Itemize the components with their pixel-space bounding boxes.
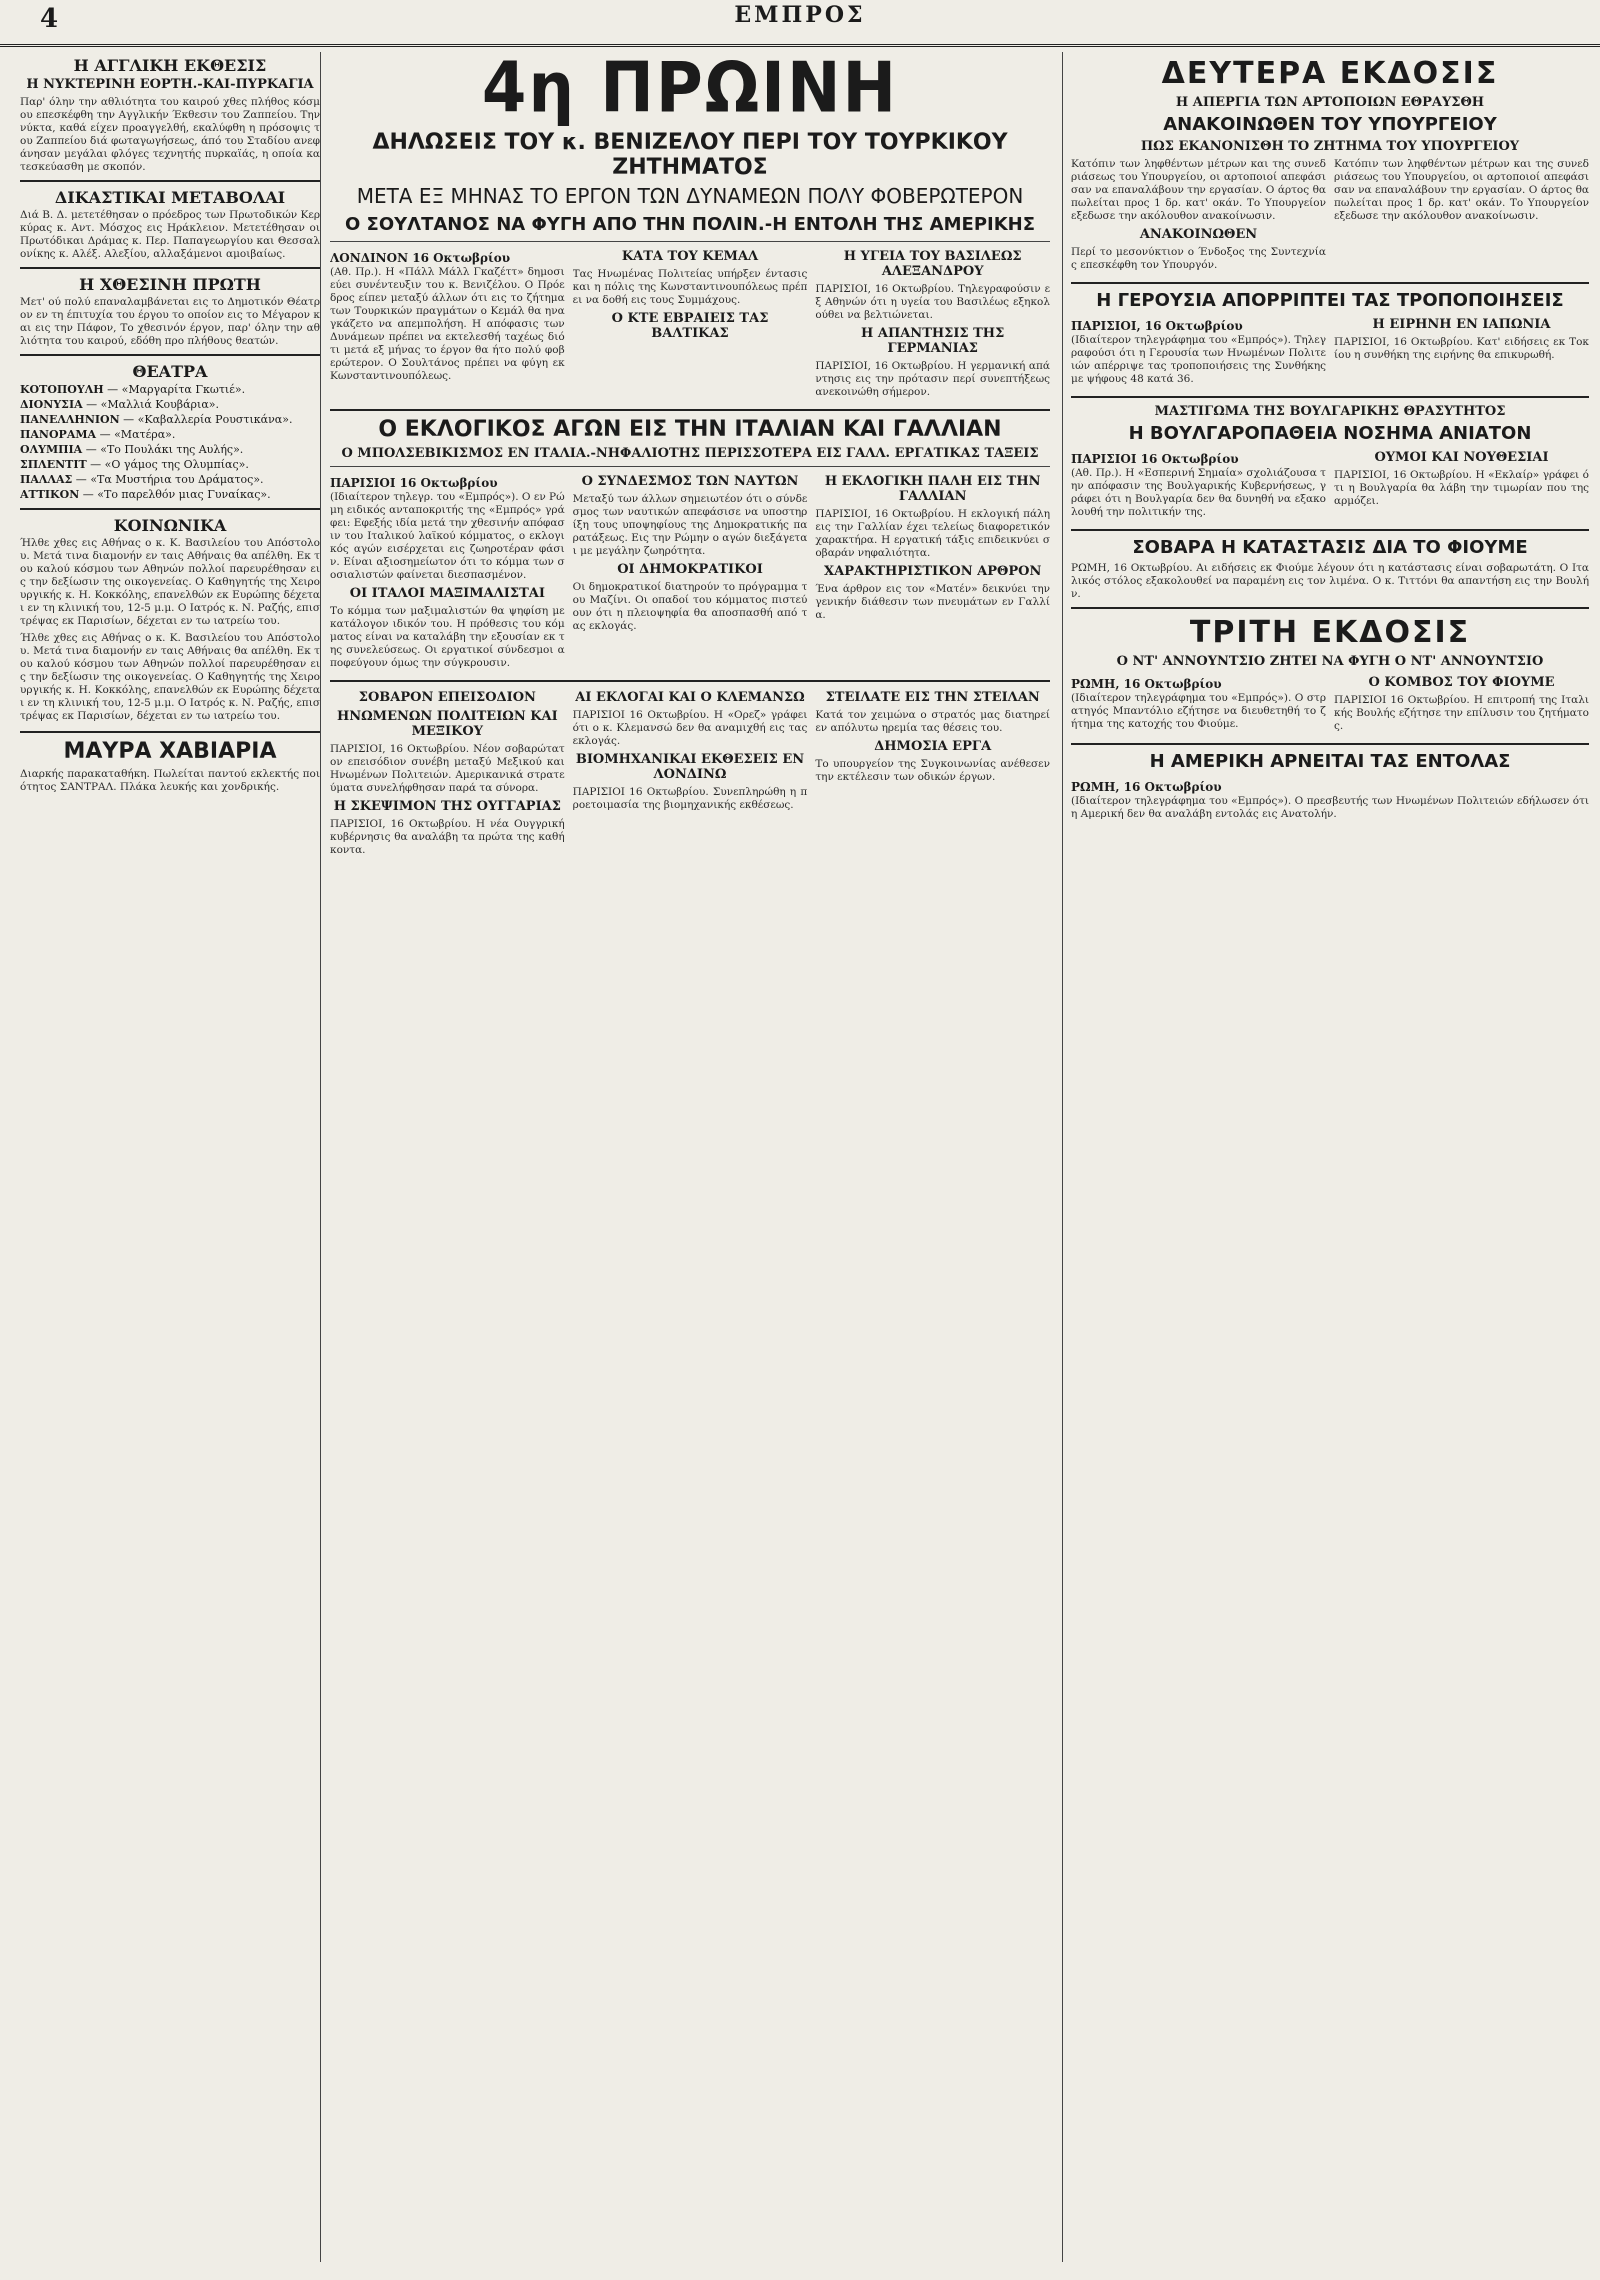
elections-subhead: Ο ΜΠΟΛΣΕΒΙΚΙΣΜΟΣ ΕΝ ΙΤΑΛΙΑ.-ΝΗΦΑΛΙΟΤΗΣ ΠΕΡΙΣΣΟΤΕΡΑ ΕΙΣ ΓΑΛΛ. ΕΡΓΑΤΙΚΑΣ ΤΑΞΕΙΣ: [341, 446, 1039, 461]
elections-text-a: (Ιδιαίτερον τηλεγρ. του «Εμπρός»). Ο εν Ρώμη ειδικός ανταποκριτής της «Εμπρός» γράφει: Εφεξής ιδία μετά την χθεσινήν απόφασιν του Ιταλικού λαϊκού κόμματος, ο εκλογικός αγών εισέρχεται εις ζωηροτέραν φάσιν. Είναι αξιοσημείωτον ότι το κόμμα των σοσιαλιστών φαίνεται διεσπασμένον.: [330, 491, 565, 581]
ministry-announcement-title: ΑΝΑΚΟΙΝΩΘΕΝ ΤΟΥ ΥΠΟΥΡΓΕΙΟΥ: [1163, 114, 1497, 135]
theatre-item: ΠΑΝΟΡΑΜΑ — «Ματέρα».: [20, 428, 176, 441]
character-text: Ένα άρθρον εις τον «Ματέν» δεικνύει την γενικήν διάθεσιν των πνευμάτων εν Γαλλία.: [815, 583, 1050, 621]
venizelos-subhead-2: Ο ΣΟΥΛΤΑΝΟΣ ΝΑ ΦΥΓΗ ΑΠΟ ΤΗΝ ΠΟΛΙΝ.-Η ΕΝΤΟΛΗ ΤΗΣ ΑΜΕΡΙΚΗΣ: [344, 214, 1036, 235]
divider: [1071, 607, 1589, 609]
theatres-title: ΘΕΑΤΡΑ: [132, 362, 208, 381]
bakers-text: Κατόπιν των ληφθέντων μέτρων και της συνεδριάσεως του Υπουργείου, οι αρτοποιοί απεφάσισαν να επαναλάβουν την εργασίαν. Ο άρτος θα πωλείται προς 1 δρ. κατ' οκάν. Το Υπουργείον εξεδωσε την ακόλουθον ανακοίνωσιν.: [1071, 158, 1326, 222]
page-number: 4: [40, 4, 59, 34]
london-expo-title: ΒΙΟΜΗΧΑΝΙΚΑΙ ΕΚΘΕΣΕΙΣ ΕΝ ΛΟΝΔΙΝΩ: [575, 752, 805, 782]
divider: [330, 466, 1050, 467]
fiume-title: ΣΟΒΑΡΑ Η ΚΑΤΑΣΤΑΣΙΣ ΔΙΑ ΤΟ ΦΙΟΥΜΕ: [1132, 537, 1528, 558]
paper-name: ΕΜΠΡΟΣ: [734, 2, 866, 28]
bulgaria-title: Η ΒΟΥΛΓΑΡΟΠΑΘΕΙΑ ΝΟΣΗΜΑ ΑΝΙΑΤΟΝ: [1128, 423, 1532, 444]
theatre-show: «Ματέρα».: [114, 428, 176, 441]
fiume-knot-text: ΠΑΡΙΣΙΟΙ 16 Οκτωβρίου. Η επιτροπή της Ιταλικής Βουλής εζήτησε την επίλυσιν του ζητήματος.: [1334, 694, 1589, 732]
japan-peace-text: ΠΑΡΙΣΙΟΙ, 16 Οκτωβρίου. Κατ' ειδήσεις εκ Τοκίου η συνθήκη της ειρήνης θα επικυρωθή.: [1334, 336, 1589, 361]
theatre-show: «Τα Μυστήρια του Δράματος».: [90, 473, 264, 486]
steilate-text: Κατά τον χειμώνα ο στρατός μας διατηρεί εν απόλυτω ηρεμία τας θέσεις του.: [815, 709, 1050, 734]
theatre-show: «Μαλλιά Κουβάρια».: [100, 398, 219, 411]
center-column: [330, 52, 1050, 2262]
third-edition-text: (Ιδιαίτερον τηλεγράφημα του «Εμπρός»). Ο στρατηγός Μπαντόλιο εζήτησε να διευθετηθή το ζήτημα της κατοχής του Φιούμε.: [1071, 692, 1326, 730]
theatre-name: ΚΟΤΟΠΟΥΛΗ: [20, 383, 104, 396]
america-text: (Ιδιαίτερον τηλεγράφημα του «Εμπρός»). Ο πρεσβευτής των Ηνωμένων Πολιτειών εδήλωσεν ότι η Αμερική δεν θα αναλάβη εντολάς εις Ανατολήν.: [1071, 795, 1589, 820]
bulgaria-columns: [1071, 448, 1589, 523]
fourth-edition-banner: 4η ΠΡΩΙΝΗ: [481, 52, 899, 129]
london-expo-text: ΠΑΡΙΣΙΟΙ 16 Οκτωβρίου. Συνεπληρώθη η προετοιμασία της βιομηχανικής εκθέσεως.: [572, 786, 808, 811]
germany-title: Η ΑΠΑΝΤΗΣΙΣ ΤΗΣ ΓΕΡΜΑΝΙΑΣ: [861, 326, 1005, 356]
public-works-title: ΔΗΜΟΣΙΑ ΕΡΓΑ: [874, 739, 992, 754]
third-edition-dateline: ΡΩΜΗ, 16 Οκτωβρίου: [1071, 677, 1222, 691]
kemal-box-title: ΚΑΤΑ ΤΟΥ ΚΕΜΑΛ: [621, 249, 759, 264]
exhibition-text: Παρ' όλην την αθλιότητα του καιρού χθες πλήθος κόσμου επεσκέφθη την Αγγλικήν Έκθεσιν του Ζαππείου. Την νύκτα, καθά είχεν προαγγελθή, εκαλύφθη η πρόσοψις του Ζαππείου διά φωταγωγήσεως, άπό του Σταδίου ανεφάνησαν μεγάλαι φλόγες τεχνητής πυρκαϊάς, η οποία κατεσκεύασθη με σκοπόν.: [20, 96, 320, 173]
mexico-subtitle: ΗΝΩΜΕΝΩΝ ΠΟΛΙΤΕΙΩΝ ΚΑΙ ΜΕΞΙΚΟΥ: [336, 709, 558, 739]
venizelos-columns: [330, 247, 1050, 403]
announcement-title: ΑΝΑΚΟΙΝΩΘΕΝ: [1139, 227, 1258, 242]
divider: [20, 354, 320, 356]
social-text: Ήλθε χθες εις Αθήνας ο κ. Κ. Βασιλείου του Απόστολου. Μετά τινα διαμονήν εν ταις Αθήναις θα απέλθη. Εκ του καλού κόσμου των Αθηνών πολλοί παρευρέθησαν εις την δεξίωσιν της οικογενείας. Ο Καθηγητής της Χειρουργικής κ. Η. Κοκκόλης, επανελθών εκ Ευρώπης δέχεται εν τη κλινική του, 12-5 μ.μ. Ο Ιατρός κ. Ν. Ραζής, επιστρέψας εκ Παρισίων, δέχεται εν τω ιατρείω του.: [20, 537, 320, 627]
theatre-name: ΠΑΛΛΑΣ: [20, 473, 73, 486]
social-text-cont: Ήλθε χθες εις Αθήνας ο κ. Κ. Βασιλείου του Απόστολου. Μετά τινα διαμονήν εν ταις Αθήναις θα απέλθη. Εκ του καλού κόσμου των Αθηνών πολλοί παρευρέθησαν εις την δεξίωσιν της οικογενείας. Ο Καθηγητής της Χειρουργικής κ. Η. Κοκκόλης, επανελθών εκ Ευρώπης δέχεται εν τη κλινική του, 12-5 μ.μ. Ο Ιατρός κ. Ν. Ραζής, επιστρέψας εκ Παρισίων, δέχεται εν τω ιατρείω του.: [20, 632, 320, 722]
kemal-box-text: Τας Ηνωμένας Πολιτείας υπήρξεν έντασις και η πόλις της Κωνσταντινουπόλεως πρέπει να δοθή εις τους Συμμάχους.: [572, 268, 808, 306]
sailors-title: Ο ΣΥΝΔΕΣΜΟΣ ΤΩΝ ΝΑΥΤΩΝ: [581, 474, 799, 489]
baltic-title: Ο ΚΤΕ ΕΒΡΑΙΕΙΣ ΤΑΣ ΒΑΛΤΙΚΑΣ: [611, 311, 769, 341]
theatre-item: ΣΠΛΕΝΤΙΤ — «Ο γάμος της Ολυμπίας».: [20, 458, 249, 471]
third-edition-columns: [1071, 673, 1589, 737]
bottom-columns: [330, 688, 1050, 861]
gallia-text: ΠΑΡΙΣΙΟΙ, 16 Οκτωβρίου. Η εκλογική πάλη εις την Γαλλίαν έχει τελείως διαφορετικόν χαρακτήρα. Η εργατική τάξις επιδεικνύει σοβαράν νηφαλιότητα.: [815, 508, 1050, 559]
king-health-title: Η ΥΓΕΙΑ ΤΟΥ ΒΑΣΙΛΕΩΣ ΑΛΕΞΑΝΔΡΟΥ: [843, 249, 1022, 279]
venizelos-text: (Αθ. Πρ.). Η «Πάλλ Μάλλ Γκαζέττ» δημοσιεύει συνέντευξιν του κ. Βενιζέλου. Ο Πρόεδρος είπεν μεταξύ άλλων ότι εις το ζήτημα των Τουρκικών πραγμάτων ο Κεμάλ θα ηναγκάζετο να απεμπολήση. Η απόφασις των Δυνάμεων πρέπει να εκτελεσθή ταχέως διότι μετά εξ μήνας το έργον θα ήτο πολύ φοβερώτερον. Ο Σουλτάνος πρέπει να φύγη εκ Κωνσταντινουπόλεως.: [330, 266, 565, 382]
public-works-text: Το υπουργείον της Συγκοινωνίας ανέθεσεν την εκτέλεσιν των οδικών έργων.: [815, 758, 1050, 783]
maximalists-title: ΟΙ ΙΤΑΛΟΙ ΜΑΞΙΜΑΛΙΣΤΑΙ: [349, 586, 545, 601]
divider: [1071, 396, 1589, 398]
mexico-text: ΠΑΡΙΣΙΟΙ, 16 Οκτωβρίου. Νέον σοβαρώτατον επεισόδιον συνέβη μεταξύ Μεξικού και Ηνωμένων Πολιτειών. Αμερικανικά στρατεύματα συνελήφθησαν παρά τα σύνορα.: [330, 743, 565, 794]
third-edition-title: ΤΡΙΤΗ ΕΚΔΟΣΙΣ: [1189, 615, 1471, 650]
america-title: Η ΑΜΕΡΙΚΗ ΑΡΝΕΙΤΑΙ ΤΑΣ ΕΝΤΟΛΑΣ: [1149, 751, 1511, 772]
maximalists-text: Το κόμμα των μαξιμαλιστών θα ψηφίση με κατάλογον ιδικόν του. Η πρόθεσις του κόμματος είναι να καταλάβη την εξουσίαν εκ της συνελεύσεως. Οι εργατικοί σύνδεσμοι αποφεύγουν όμως την σύγκρουσιν.: [330, 605, 565, 669]
elections-dateline: ΠΑΡΙΣΙΟΙ 16 Οκτωβρίου: [330, 476, 498, 490]
senate-dateline: ΠΑΡΙΣΙΟΙ, 16 Οκτωβρίου: [1071, 319, 1243, 333]
senate-title: Η ΓΕΡΟΥΣΙΑ ΑΠΟΡΡΙΠΤΕΙ ΤΑΣ ΤΡΟΠΟΠΟΙΗΣΕΙΣ: [1096, 290, 1564, 311]
bulgaria-text: (Αθ. Πρ.). Η «Εσπερινή Σημαία» σχολιάζουσα την απόφασιν της Βουλγαρικής Κυβερνήσεως, γράφει ότι η Βουλγαρία δεν θα δυνηθή να εξακολουθή την πολιτικήν της.: [1071, 467, 1326, 518]
ministry-issue-title: ΠΩΣ ΕΚΑΝΟΝΙΣΘΗ ΤΟ ΖΗΤΗΜΑ ΤΟΥ ΥΠΟΥΡΓΕΙΟΥ: [1140, 139, 1520, 154]
fiume-knot-title: Ο ΚΟΜΒΟΣ ΤΟΥ ΦΙΟΥΜΕ: [1368, 675, 1555, 690]
theatre-item: ΚΟΤΟΠΟΥΛΗ — «Μαργαρίτα Γκωτιέ».: [20, 383, 246, 396]
second-edition-title: ΔΕΥΤΕΡΑ ΕΚΔΟΣΙΣ: [1161, 56, 1499, 91]
elections-columns: [330, 472, 1050, 674]
divider: [330, 680, 1050, 682]
masthead: [0, 0, 1600, 47]
bakers-strike-title: Η ΑΠΕΡΓΙΑ ΤΩΝ ΑΡΤΟΠΟΙΩΝ ΕΘΡΑΥΣΘΗ: [1175, 95, 1485, 110]
yesterday-text: Μετ' ού πολύ επαναλαμβάνεται εις το Δημοτικόν Θέατρον εν τη έπιτυχία του έργου το οποίον εις το Μέγαρον και εις την Πάφον, Το χθεσινόν έργον, παρ' όλην την αθλιότητα του καιρού, εδόθη προ πλήθους θεατών.: [20, 296, 320, 347]
clemenceau-text: ΠΑΡΙΣΙΟΙ 16 Οκτωβρίου. Η «Ορεζ» γράφει ότι ο κ. Κλεμανσώ δεν θα αναμιχθή εις τας εκλογάς.: [572, 709, 808, 747]
bulgaria-dateline: ΠΑΡΙΣΙΟΙ 16 Οκτωβρίου: [1071, 452, 1239, 466]
theatre-item: ΑΤΤΙΚΟΝ — «Το παρελθόν μιας Γυναίκας».: [20, 488, 271, 501]
divider: [20, 267, 320, 269]
theatre-name: ΣΠΛΕΝΤΙΤ: [20, 458, 87, 471]
germany-text: ΠΑΡΙΣΙΟΙ, 16 Οκτωβρίου. Η γερμανική απάντησις εις την πρότασιν περί συνεπτήξεως ανεκοινώθη σήμερον.: [815, 360, 1050, 398]
hungary-title: Η ΣΚΕΨΙΜΟΝ ΤΗΣ ΟΥΓΓΑΡΙΑΣ: [333, 799, 561, 814]
dannunzio-title: Ο ΝΤ' ΑΝΝΟΥΝΤΣΙΟ ΖΗΤΕΙ ΝΑ ΦΥΓΗ Ο ΝΤ' ΑΝΝΟΥΝΤΣΙΟ: [1116, 654, 1544, 669]
yesterday-title: Η ΧΘΕΣΙΝΗ ΠΡΩΤΗ: [79, 275, 261, 294]
judicial-text: Διά Β. Δ. μετετέθησαν ο πρόεδρος των Πρωτοδικών Κερκύρας κ. Αντ. Μόσχος εις Ηράκλειον. Μετετέθησαν οι Πρωτόδικαι Δράμας κ. Περ. Παπαγεωργίου και Θεσσαλονίκης κ. Αλέξ. Αλεξίου, αλλαξάμενοι αμοιβαίως.: [20, 209, 320, 260]
judicial-title: ΔΙΚΑΣΤΙΚΑΙ ΜΕΤΑΒΟΛΑΙ: [54, 188, 286, 207]
exhibition-subtitle: Η ΝΥΚΤΕΡΙΝΗ ΕΟΡΤΗ.-ΚΑΙ-ΠΥΡΚΑΓΙΑ: [26, 77, 314, 92]
venizelos-headline: ΔΗΛΩΣΕΙΣ ΤΟΥ κ. ΒΕΝΙΖΕΛΟΥ ΠΕΡΙ ΤΟΥ ΤΟΥΡΚΙΚΟΥ ΖΗΤΗΜΑΤΟΣ: [372, 130, 1008, 180]
theatre-name: ΟΛΥΜΠΙΑ: [20, 443, 83, 456]
theatre-item: ΠΑΝΕΛΛΗΝΙΟΝ — «Καβαλλερία Ρουστικάνα».: [20, 413, 293, 426]
venizelos-subhead: ΜΕΤΑ ΕΞ ΜΗΝΑΣ ΤΟ ΕΡΓΟΝ ΤΩΝ ΔΥΝΑΜΕΩΝ ΠΟΛΥ ΦΟΒΕΡΩΤΕΡΟΝ: [356, 184, 1024, 208]
divider: [20, 180, 320, 182]
caviar-ad-text: Διαρκής παρακαταθήκη. Πωλείται παντού εκλεκτής ποιότητος ΣΑΝΤΡΑΛ. Πλάκα λευκής και χονδρικής.: [20, 768, 320, 793]
hungary-text: ΠΑΡΙΣΙΟΙ, 16 Οκτωβρίου. Η νέα Ουγγρική κυβέρνησις θα αναλάβη τα πρώτα της καθήκοντα.: [330, 818, 565, 856]
theatre-name: ΑΤΤΙΚΟΝ: [20, 488, 80, 501]
theatre-name: ΠΑΝΟΡΑΜΑ: [20, 428, 97, 441]
divider: [1071, 743, 1589, 745]
theatre-list: [20, 383, 320, 502]
sailors-text: Μεταξύ των άλλων σημειωτέον ότι ο σύνδεσμος των ναυτικών απεφάσισε να υποστηρίξη τους υποψηφίους της Δημοκρατικής παρατάξεως. Εις την Ρώμην ο αγών διεξάγεται με μεγάλην ζωηρότητα.: [572, 493, 808, 557]
king-health-text: ΠΑΡΙΣΙΟΙ, 16 Οκτωβρίου. Τηλεγραφούσιν εξ Αθηνών ότι η υγεία του Βασιλέως εξηκολούθει να βελτιώνεται.: [815, 283, 1050, 321]
echo-title: ΟΥΜΟΙ ΚΑΙ ΝΟΥΘΕΣΙΑΙ: [1374, 450, 1549, 465]
theatre-item: ΟΛΥΜΠΙΑ — «Το Πουλάκι της Αυλής».: [20, 443, 244, 456]
clemenceau-title: ΑΙ ΕΚΛΟΓΑΙ ΚΑΙ Ο ΚΛΕΜΑΝΣΩ: [575, 690, 805, 705]
gallia-title: Η ΕΚΛΟΓΙΚΗ ΠΑΛΗ ΕΙΣ ΤΗΝ ΓΑΛΛΙΑΝ: [824, 474, 1041, 504]
second-edition-columns: [1071, 158, 1589, 276]
democrats-title: ΟΙ ΔΗΜΟΚΡΑΤΙΚΟΙ: [617, 562, 763, 577]
theatre-name: ΔΙΟΝΥΣΙΑ: [20, 398, 83, 411]
divider: [330, 409, 1050, 411]
senate-text: (Ιδιαίτερον τηλεγράφημα του «Εμπρός»). Τηλεγραφούσι ότι η Γερουσία των Ηνωμένων Πολιτειών απέρριψε τας τροποποιήσεις της Συνθήκης με ψήφους 48 κατά 36.: [1071, 334, 1326, 385]
divider: [1071, 529, 1589, 531]
character-title: ΧΑΡΑΚΤΗΡΙΣΤΙΚΟΝ ΑΡΘΡΟΝ: [824, 564, 1042, 579]
bulgaria-small-title: ΜΑΣΤΙΓΩΜΑ ΤΗΣ ΒΟΥΛΓΑΡΙΚΗΣ ΘΡΑΣΥΤΗΤΟΣ: [1154, 404, 1506, 419]
steilate-title: ΣΤΕΙΛΑΤΕ ΕΙΣ ΤΗΝ ΣΤΕΙΛΑΝ: [825, 690, 1040, 705]
theatre-name: ΠΑΝΕΛΛΗΝΙΟΝ: [20, 413, 120, 426]
exhibition-title: Η ΑΓΓΛΙΚΗ ΕΚΘΕΣΙΣ: [73, 56, 267, 75]
theatre-item: ΔΙΟΝΥΣΙΑ — «Μαλλιά Κουβάρια».: [20, 398, 219, 411]
elections-headline: Ο ΕΚΛΟΓΙΚΟΣ ΑΓΩΝ ΕΙΣ ΤΗΝ ΙΤΑΛΙΑΝ ΚΑΙ ΓΑΛΛΙΑΝ: [378, 417, 1002, 442]
left-column: [20, 52, 321, 2262]
fiume-text: ΡΩΜΗ, 16 Οκτωβρίου. Αι ειδήσεις εκ Φιούμε λέγουν ότι η κατάστασις είναι σοβαρωτάτη. Ο Ιταλικός στόλος εξακολουθεί να παραμένη εις τον λιμένα. Ο κ. Τιττόνι θα απαντήση εις την Βουλήν.: [1071, 562, 1589, 600]
senate-columns: [1071, 315, 1589, 390]
caviar-ad-title: ΜΑΥΡΑ ΧΑΒΙΑΡΙΑ: [20, 731, 320, 764]
venizelos-dateline: ΛΟΝΔΙΝΟΝ 16 Οκτωβρίου: [330, 251, 511, 265]
announcement-text: Περί το μεσονύκτιον ο Ένδοξος της Συντεχνίας επεσκέφθη τον Υπουργόν.: [1071, 246, 1326, 271]
theatre-show: «Μαργαρίτα Γκωτιέ».: [121, 383, 246, 396]
democrats-text: Οι δημοκρατικοί διατηρούν το πρόγραμμα του Μαζίνι. Οι οπαδοί του κόμματος πιστεύουν ότι η πλειοψηφία θα αποσπασθή από τας εκλογάς.: [572, 581, 808, 632]
mexico-title: ΣΟΒΑΡΟΝ ΕΠΕΙΣΟΔΙΟΝ: [358, 690, 536, 705]
theatre-show: «Ο γάμος της Ολυμπίας».: [104, 458, 249, 471]
theatre-show: «Το Πουλάκι της Αυλής».: [100, 443, 244, 456]
america-dateline: ΡΩΜΗ, 16 Οκτωβρίου: [1071, 780, 1222, 794]
theatre-show: «Καβαλλερία Ρουστικάνα».: [137, 413, 293, 426]
theatre-item: ΠΑΛΛΑΣ — «Τα Μυστήρια του Δράματος».: [20, 473, 264, 486]
japan-peace-title: Η ΕΙΡΗΝΗ ΕΝ ΙΑΠΩΝΙΑ: [1372, 317, 1551, 332]
echo-text: ΠΑΡΙΣΙΟΙ, 16 Οκτωβρίου. Η «Εκλαίρ» γράφει ότι η Βουλγαρία θα λάβη την τιμωρίαν που της αρμόζει.: [1334, 469, 1589, 507]
right-column: [1062, 52, 1589, 2262]
social-title: ΚΟΙΝΩΝΙΚΑ: [113, 516, 227, 535]
bakers-text-cont: Κατόπιν των ληφθέντων μέτρων και της συνεδριάσεως του Υπουργείου, οι αρτοποιοί απεφάσισαν να επαναλάβουν την εργασίαν. Ο άρτος θα πωλείται προς 1 δρ. κατ' οκάν. Το Υπουργείον εξεδωσε την ακόλουθον ανακοίνωσιν.: [1334, 158, 1589, 222]
divider: [20, 508, 320, 510]
theatre-show: «Το παρελθόν μιας Γυναίκας».: [97, 488, 271, 501]
divider: [1071, 282, 1589, 284]
divider: [330, 241, 1050, 242]
